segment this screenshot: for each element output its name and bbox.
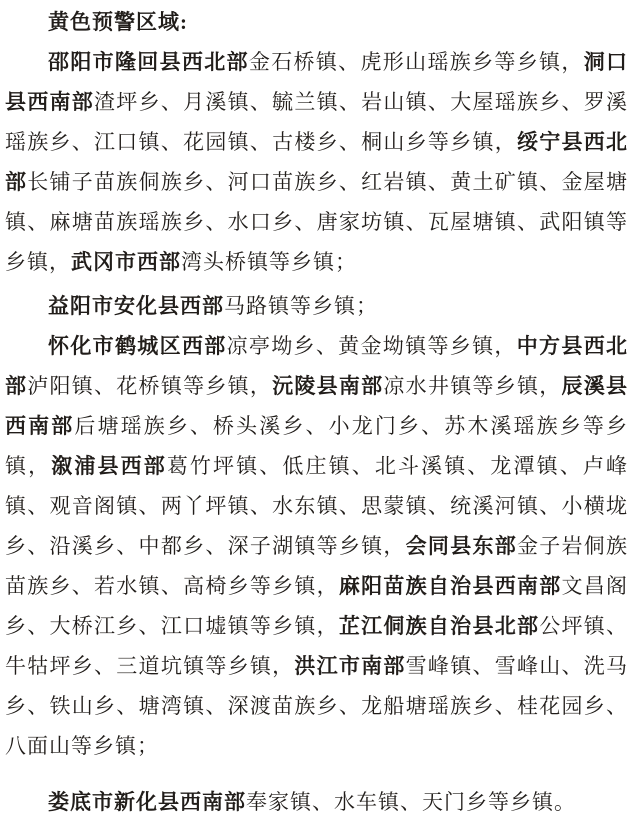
region-huaihua-hecheng: 怀化市鹤城区西部 <box>48 334 227 358</box>
region-mayang: 麻阳苗族自治县西南部 <box>338 574 562 598</box>
towns-text: 湾头桥镇等乡镇； <box>181 250 357 274</box>
region-xupu: 溆浦县西部 <box>51 454 167 478</box>
towns-text: 凉水井镇等乡镇， <box>383 374 562 398</box>
paragraph-yiyang <box>5 286 628 326</box>
region-loudi-xinhua: 娄底市新化县西南部 <box>48 790 246 814</box>
paragraph-shaoyang <box>5 42 628 282</box>
towns-text: 后塘瑶族乡、桥头溪乡、小龙门乡、苏木溪瑶族乡等乡镇， <box>5 414 629 478</box>
region-chenxi: 辰溪县西南部 <box>5 374 629 438</box>
towns-text: 长铺子苗族侗族乡、河口苗族乡、红岩镇、黄土矿镇、金屋塘镇、麻塘苗族瑶族乡、水口乡、唐家坊镇、瓦屋塘镇、武阳镇等乡镇， <box>5 170 629 274</box>
warning-title-text: 黄色预警区域: <box>48 10 188 34</box>
warning-title <box>5 2 628 42</box>
towns-text: 马路镇等乡镇； <box>224 294 378 318</box>
region-shaoyang-longhui: 邵阳市隆回县西北部 <box>48 50 249 74</box>
towns-text: 金石桥镇、虎形山瑶族乡等乡镇， <box>248 50 584 74</box>
towns-text: 渣坪乡、月溪镇、毓兰镇、岩山镇、大屋瑶族乡、罗溪瑶族乡、江口镇、花园镇、古楼乡、桐山乡等乡镇， <box>5 90 629 154</box>
region-suining: 绥宁县西北部 <box>5 130 629 194</box>
region-dongkou: 洞口县西南部 <box>5 50 629 114</box>
region-huitong: 会同县东部 <box>405 534 517 558</box>
towns-text: 泸阳镇、花桥镇等乡镇， <box>27 374 273 398</box>
region-yiyang-anhua: 益阳市安化县西部 <box>48 294 224 318</box>
region-wugang: 武冈市西部 <box>71 250 181 274</box>
paragraph-loudi <box>5 782 628 822</box>
towns-text: 奉家镇、水车镇、天门乡等乡镇。 <box>246 790 576 814</box>
towns-text: 雪峰镇、雪峰山、洗马乡、铁山乡、塘湾镇、深渡苗族乡、龙船塘瑶族乡、桂花园乡、八面山等乡镇； <box>5 654 629 758</box>
towns-text: 凉亭坳乡、黄金坳镇等乡镇， <box>226 334 517 358</box>
region-zhijiang: 芷江侗族自治县北部 <box>338 614 540 638</box>
towns-text: 公坪镇、牛牯坪乡、三道坑镇等乡镇， <box>5 614 629 678</box>
paragraph-huaihua <box>5 326 628 766</box>
region-hongjiang: 洪江市南部 <box>294 654 406 678</box>
towns-text: 文昌阁乡、大桥江乡、江口墟镇等乡镇， <box>5 574 629 638</box>
towns-text: 金子岩侗族苗族乡、若水镇、高椅乡等乡镇， <box>5 534 629 598</box>
region-yuanling: 沅陵县南部 <box>272 374 384 398</box>
towns-text: 葛竹坪镇、低庄镇、北斗溪镇、龙潭镇、卢峰镇、观音阁镇、两丫坪镇、水东镇、思蒙镇、统溪河镇、小横垅乡、沿溪乡、中都乡、深子湖镇等乡镇， <box>5 454 629 558</box>
region-zhongfang: 中方县西北部 <box>5 334 629 398</box>
